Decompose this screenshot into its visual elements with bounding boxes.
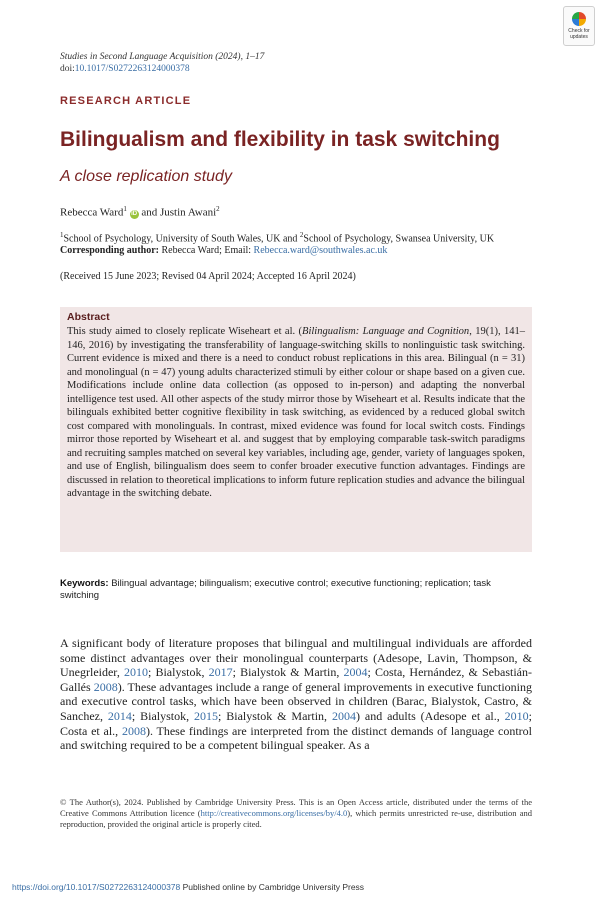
author-2[interactable]: Justin Awani	[160, 206, 217, 219]
abstract-box	[60, 307, 532, 552]
citation-link[interactable]: 2010	[123, 665, 148, 680]
author-2-affiliation: 2	[216, 205, 220, 213]
body-text: ). These findings are interpreted from the distinct demands of language control and switching required to be a competent bilingual speaker. As a	[60, 723, 532, 753]
abstract-heading: Abstract	[67, 311, 110, 323]
license-statement	[60, 797, 532, 830]
abstract-part-1: This study aimed to closely replicate Wiseheart et al. (	[67, 326, 303, 337]
license-link[interactable]: http://creativecommons.org/licenses/by/4.0	[200, 808, 348, 818]
corresponding-text: Rebecca Ward; Email:	[159, 245, 254, 257]
citation-link[interactable]: 2004	[331, 708, 356, 723]
citation-link[interactable]: 2010	[504, 708, 529, 723]
body-text: ; Costa et al.,	[60, 708, 532, 738]
footer-doi-link[interactable]: https://doi.org/10.1017/S0272263124000378	[12, 882, 181, 892]
body-text: ; Costa, Hernández, & Sebastián-Gallés	[60, 665, 532, 694]
citation-link[interactable]: 2008	[93, 679, 118, 694]
license-text-1: © The Author(s), 2024. Published by Cambridge University Press. This is an Open Access article, distributed under the terms of the Creative Commons Attribution licence (	[60, 797, 532, 818]
citation-link[interactable]: 2004	[343, 665, 368, 680]
body-text: ). These advantages include a range of general improvements in executive functioning and executive control tasks, which have been observed in children (Barac, Bialystok, Castro, & Sanchez,	[60, 679, 533, 723]
article-title: Bilingualism and flexibility in task switching	[60, 128, 500, 151]
journal-citation: Studies in Second Language Acquisition (2024), 1–17	[60, 52, 265, 62]
corresponding-author	[60, 245, 560, 257]
check-for-updates-badge[interactable]	[563, 6, 595, 46]
affiliations	[60, 229, 560, 257]
article-subtitle: A close replication study	[60, 168, 232, 185]
body-text: ; Bialystok,	[147, 665, 209, 680]
affiliation-2: School of Psychology, Swansea University, UK	[303, 233, 495, 245]
keywords-text: Bilingual advantage; bilingualism; executive control; executive functioning; replication; task switching	[60, 578, 491, 601]
affiliation-line	[60, 229, 560, 245]
body-text: ) and adults (Adesope et al.,	[355, 708, 505, 723]
author-1-affiliation: 1	[123, 205, 127, 213]
author-list	[60, 205, 220, 219]
badge-line1: Check for	[568, 28, 590, 34]
email-link[interactable]: Rebecca.ward@southwales.ac.uk	[253, 245, 388, 257]
keywords-label: Keywords:	[60, 578, 109, 589]
doi-prefix: doi:	[60, 64, 75, 74]
affiliation-1: School of Psychology, University of South Wales, UK and	[63, 233, 300, 245]
citation-link[interactable]: 2008	[121, 723, 146, 738]
article-history: (Received 15 June 2023; Revised 04 April 2024; Accepted 16 April 2024)	[60, 271, 356, 282]
author-conjunction: and	[141, 206, 158, 219]
license-text-2: ), which permits unrestricted re-use, distribution and reproduction, provided the original article is properly cited.	[60, 808, 532, 829]
aff-sup-1: 1	[60, 231, 64, 239]
body-text: A significant body of literature proposes that bilingual and multilingual individuals are afforded some distinct advantages over their monolingual counterparts (Adesope, Lavin, Thompson, & Unegrleider,	[60, 636, 532, 680]
badge-line2: updates	[570, 34, 588, 40]
doi-link[interactable]: 10.1017/S0272263124000378	[74, 64, 190, 74]
page-footer	[12, 882, 364, 892]
body-paragraph	[60, 636, 532, 753]
citation-link[interactable]: 2014	[107, 708, 132, 723]
doi-line	[60, 64, 190, 74]
corresponding-label: Corresponding author:	[60, 245, 159, 257]
abstract-text	[67, 325, 525, 501]
body-text: ; Bialystok,	[131, 708, 195, 723]
keywords	[60, 578, 530, 602]
abstract-part-2: , 19(1), 141–146, 2016) by investigating the transferability of language-switching skills to nonlinguistic task switching. Current evidence is mixed and there is a need to conduct robust replications in this area. Bilingual (n = 31) and monolingual (n = 47) young adults characterized stimuli by either colour or shape based on a given cue. Modifications include online data collection (as opposed to in-person) and adapting the nonverbal intelligence test used. All other aspects of the study mirror those by Wiseheart et al. Results indicate that the bilinguals exhibited better cognitive flexibility in task switching, as evidenced by a reduced global switch cost compared with monolinguals. In contrast, mixed evidence was found for local switch costs. Findings mirror those reported by Wiseheart et al. and suggest that by employing comparable task-switch paradigms and recruiting samples matched on several key variables, including age, gender, variety of languages spoken, and use of English, bilingualism does seem to confer broader executive function advantages. Findings are discussed in relation to theoretical implications to inform future replication studies and advance the bilingual advantage in the switching debate.	[67, 326, 525, 499]
citation-link[interactable]: 2015	[194, 708, 219, 723]
author-1[interactable]: Rebecca Ward	[60, 206, 124, 219]
abstract-journal-title: Bilingualism: Language and Cognition	[302, 326, 470, 337]
body-text: ; Bialystok & Martin,	[232, 665, 344, 680]
aff-sup-2: 2	[299, 231, 304, 239]
footer-text: Published online by Cambridge University Press	[180, 882, 365, 892]
citation-link[interactable]: 2017	[208, 665, 233, 680]
article-type-label: RESEARCH ARTICLE	[60, 95, 192, 107]
crossmark-icon	[572, 12, 586, 26]
orcid-icon[interactable]: iD	[131, 210, 138, 217]
body-text: ; Bialystok & Martin,	[218, 708, 332, 723]
